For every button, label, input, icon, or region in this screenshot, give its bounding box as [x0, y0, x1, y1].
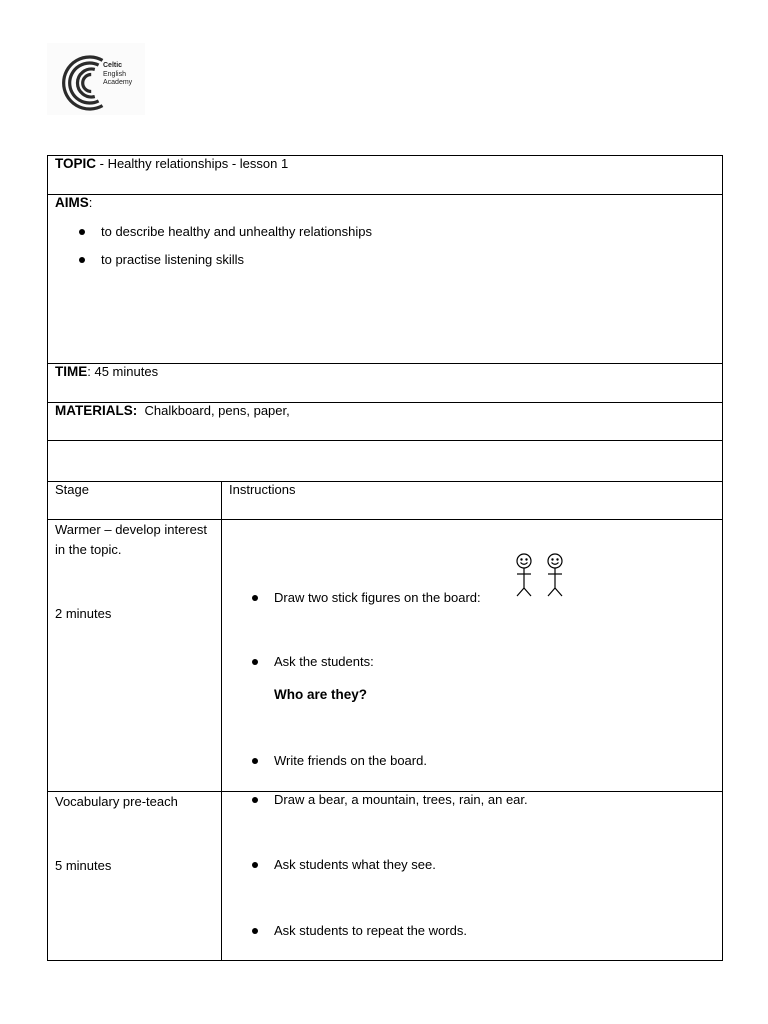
instruction-text: Ask students to repeat the words. [274, 923, 467, 938]
time-label: TIME [55, 364, 88, 379]
instruction-text: Ask the students: [274, 654, 374, 669]
bullet-icon [252, 659, 258, 665]
stage-name: Vocabulary pre-teach [55, 794, 178, 809]
instruction-item [274, 923, 467, 938]
stick-figure-icon [515, 552, 577, 608]
stage-row-vocabulary [48, 792, 723, 961]
aims-list [55, 224, 715, 267]
instructions-cell [222, 792, 723, 961]
aim-text: to practise listening skills [101, 252, 245, 267]
instruction-item [274, 792, 528, 807]
materials-row [48, 403, 723, 441]
instructions-block [229, 520, 715, 791]
bullet-icon [252, 928, 258, 934]
topic-row [48, 156, 723, 195]
logo-wordmark [103, 62, 132, 88]
instruction-item [274, 654, 374, 669]
academy-logo [47, 43, 145, 115]
instruction-item [274, 753, 427, 768]
instruction-item [274, 857, 436, 872]
aims-row [48, 195, 723, 364]
stage-duration: 5 minutes [55, 858, 112, 873]
bullet-icon [252, 758, 258, 764]
bullet-icon [79, 229, 85, 235]
logo-line-2: English [103, 70, 126, 78]
time-cell [48, 364, 723, 403]
topic-value: - Healthy relationships - lesson 1 [96, 156, 289, 171]
topic-cell [48, 156, 723, 195]
instruction-item [274, 590, 481, 605]
instructions-block [229, 792, 715, 960]
logo-line-1: Celtic [103, 62, 123, 69]
materials-cell [48, 403, 723, 441]
logo-line-3: Academy [103, 79, 133, 86]
instruction-text: Ask students what they see. [274, 857, 436, 872]
instruction-text: Write friends on the board. [274, 753, 427, 768]
bullet-icon [252, 797, 258, 803]
aim-text: to describe healthy and unhealthy relationships [101, 224, 373, 239]
instruction-text: Draw a bear, a mountain, trees, rain, an ear. [274, 792, 528, 807]
materials-label: MATERIALS: [55, 403, 138, 418]
time-value: : 45 minutes [87, 364, 159, 379]
stage-cell [48, 792, 222, 961]
bullet-icon [252, 595, 258, 601]
stage-duration: 2 minutes [55, 606, 112, 621]
aim-item [55, 252, 715, 267]
blank-cell [48, 441, 723, 482]
instructions-cell [222, 520, 723, 792]
table-header-row [48, 482, 723, 520]
concentric-c-logo-icon [47, 43, 107, 115]
materials-value: Chalkboard, pens, paper, [137, 403, 290, 418]
lesson-plan-table [47, 155, 723, 961]
time-row [48, 364, 723, 403]
stage-row-warmer [48, 520, 723, 792]
question-text: Who are they? [274, 687, 368, 702]
stage-header: Stage [48, 482, 222, 520]
blank-row [48, 441, 723, 482]
stage-cell [48, 520, 222, 792]
aims-suffix: : [88, 195, 93, 210]
bullet-icon [252, 862, 258, 868]
aims-cell [48, 195, 723, 364]
aim-item [55, 224, 715, 239]
instruction-text: Draw two stick figures on the board: [274, 590, 481, 605]
aims-label: AIMS [55, 195, 89, 210]
instructions-header: Instructions [222, 482, 723, 520]
topic-label: TOPIC [55, 156, 97, 171]
stage-name: Warmer – develop interest in the topic. [55, 522, 207, 557]
bullet-icon [79, 257, 85, 263]
